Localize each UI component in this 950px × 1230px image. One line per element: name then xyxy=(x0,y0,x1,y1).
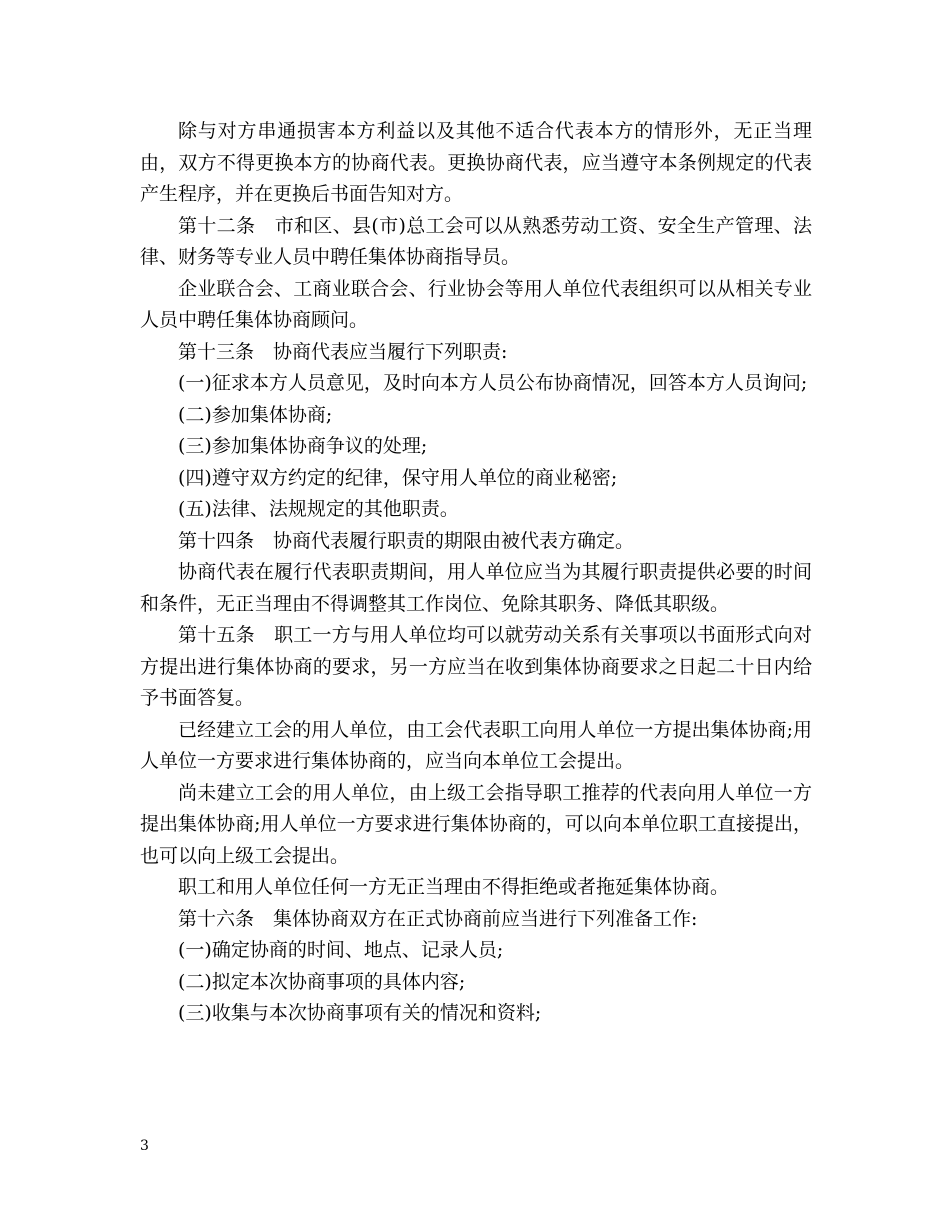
paragraph-replacement-of-representatives: 除与对方串通损害本方利益以及其他不适合代表本方的情形外，无正当理由，双方不得更换本方的协商代表。更换协商代表，应当遵守本条例规定的代表产生程序，并在更换后书面告知对方。 xyxy=(140,120,812,205)
paragraph-no-refusal: 职工和用人单位任何一方无正当理由不得拒绝或者拖延集体协商。 xyxy=(178,876,730,898)
page-number: 3 xyxy=(140,1138,149,1154)
paragraph-representative-protection: 协商代表在履行代表职责期间，用人单位应当为其履行职责提供必要的时间和条件，无正当理由不得调整其工作岗位、免除其职务、降低其职级。 xyxy=(140,561,812,615)
paragraph-article-16-item-1: (一)确定协商的时间、地点、记录人员; xyxy=(178,939,504,961)
paragraph-union-established: 已经建立工会的用人单位，由工会代表职工向用人单位一方提出集体协商;用人单位一方要求进行集体协商的，应当向本单位工会提出。 xyxy=(140,718,812,772)
paragraph-article-13: 第十三条 协商代表应当履行下列职责: xyxy=(178,340,508,363)
paragraph-union-not-established: 尚未建立工会的用人单位，由上级工会指导职工推荐的代表向用人单位一方提出集体协商;用人单位一方要求进行集体协商的，可以向本单位职工直接提出，也可以向上级工会提出。 xyxy=(140,781,812,867)
paragraph-article-13-item-2: (二)参加集体协商; xyxy=(178,403,333,426)
paragraph-negotiation-consultant: 企业联合会、工商业联合会、行业协会等用人单位代表组织可以从相关专业人员中聘任集体协商顾问。 xyxy=(140,277,812,331)
paragraph-article-14: 第十四条 协商代表履行职责的期限由被代表方确定。 xyxy=(178,529,635,552)
document-body xyxy=(140,116,812,1030)
paragraph-article-16-item-3: (三)收集与本次协商事项有关的情况和资料; xyxy=(178,1002,542,1024)
paragraph-article-12: 第十二条 市和区、县(市)总工会可以从熟悉劳动工资、安全生产管理、法律、财务等专业人员中聘任集体协商指导员。 xyxy=(140,214,812,268)
paragraph-article-16-item-2: (二)拟定本次协商事项的具体内容; xyxy=(178,970,466,993)
paragraph-article-13-item-5: (五)法律、法规规定的其他职责。 xyxy=(178,498,459,520)
paragraph-article-16: 第十六条 集体协商双方在正式协商前应当进行下列准备工作: xyxy=(178,907,698,930)
paragraph-article-13-item-1: (一)征求本方人员意见，及时向本方人员公布协商情况，回答本方人员询问; xyxy=(178,372,808,394)
paragraph-article-15: 第十五条 职工一方与用人单位均可以就劳动关系有关事项以书面形式向对方提出进行集体协商的要求，另一方应当在收到集体协商要求之日起二十日内给予书面答复。 xyxy=(140,624,812,709)
paragraph-article-13-item-4: (四)遵守双方约定的纪律，保守用人单位的商业秘密; xyxy=(178,466,618,489)
paragraph-article-13-item-3: (三)参加集体协商争议的处理; xyxy=(178,435,428,457)
